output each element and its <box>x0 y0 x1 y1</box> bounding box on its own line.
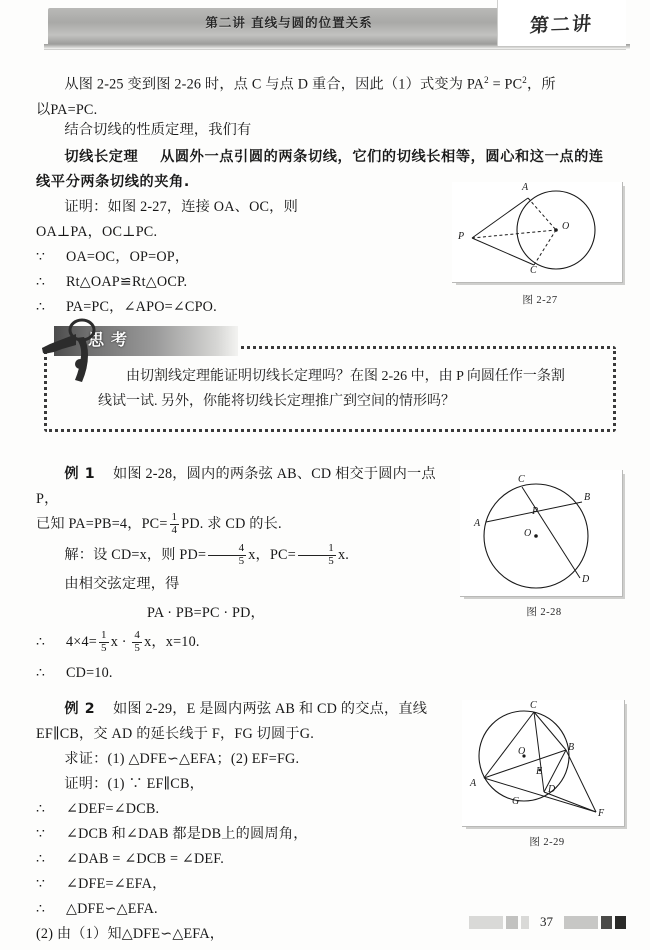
figure-2-27-caption: 图 2-27 <box>522 295 558 306</box>
figure-2-29-label-G: G <box>512 796 520 807</box>
example-1-line-6a: 4×4= <box>66 634 97 650</box>
intro-line-1b: = PC <box>488 76 523 93</box>
proof-mark-because-1: ∵ <box>36 249 46 265</box>
chapter-tab <box>497 0 626 46</box>
example-1-line-3b: x，PC= <box>248 547 296 563</box>
example-1-fraction-3: $\frac{1}{5}$ <box>298 543 336 567</box>
example-1-line-6c: x，x=10. <box>144 634 200 650</box>
example-1-fraction-5: $\frac{4}{5}$ <box>134 629 141 654</box>
figure-2-28-label-P: P <box>532 506 539 517</box>
example-1-label: 例 1 <box>64 466 96 482</box>
think-banner-label: 思考 <box>88 330 135 349</box>
think-line-1: 由切割线定理能证明切线长定理吗？在图 2-26 中，由 P 向圆任作一条割 <box>126 369 565 384</box>
figure-2-28-label-B: B <box>584 492 591 503</box>
proof-line-3: OA=OC，OP=OP， <box>66 249 190 265</box>
proof-mark-therefore-2: ∴ <box>36 299 46 315</box>
figure-2-29-caption: 图 2-29 <box>529 837 565 848</box>
proof-mark-therefore-1: ∴ <box>36 274 46 290</box>
footer-block-6 <box>615 916 626 929</box>
figure-2-29-label-D: D <box>548 784 556 795</box>
figure-2-27 <box>452 182 628 308</box>
example-1-block <box>36 462 436 686</box>
example-2-mark-because-2: ∵ <box>36 876 46 892</box>
example-2-mark-therefore-1: ∴ <box>36 801 46 817</box>
proof-line-1: 证明：如图 2-27，连接 OA、OC，则 <box>64 199 298 215</box>
chapter-tab-label: 第二讲 <box>529 12 595 37</box>
proof-line-4: Rt△OAP≌Rt△OCP. <box>66 274 188 290</box>
figure-2-28-label-C: C <box>518 474 525 485</box>
figure-2-29-drawing <box>462 700 632 830</box>
example-1-line-4: 由相交弦定理，得 <box>64 576 180 592</box>
example-2-line-9: △DFE∽△EFA. <box>66 901 158 917</box>
example-1-line-6b: x · <box>110 634 131 650</box>
example-2-line-2: EF∥CB，交 AD 的延长线于 F，FG 切圆于G. <box>36 726 314 742</box>
footer-block-3 <box>521 916 529 929</box>
example-2-line-5: ∠DEF=∠DCB. <box>66 801 160 817</box>
proof-line-2: OA⊥PA，OC⊥PC. <box>36 224 158 240</box>
example-1-mark-therefore-1: ∴ <box>36 634 46 650</box>
figure-2-28-label-O: O <box>524 528 532 539</box>
footer-block-5 <box>601 916 612 929</box>
example-1-line-3a: 解：设 CD=x，则 PD= <box>64 547 207 563</box>
example-1-line-2b: PD. 求 CD 的长. <box>181 516 282 532</box>
footer-block-4 <box>564 916 598 929</box>
example-2-line-7: ∠DAB = ∠DCB = ∠DEF. <box>66 851 224 867</box>
figure-2-29-label-O: O <box>518 746 526 757</box>
figure-2-27-label-O: O <box>562 221 570 232</box>
intro-line-2: 以PA=PC. <box>36 101 98 118</box>
intro-line-1c: ，所 <box>526 76 556 93</box>
figure-2-27-label-C: C <box>530 265 537 276</box>
think-text <box>98 364 594 414</box>
theorem-statement-line1: 从圆外一点引圆的两条切线，它们的切线长相等，圆心和这一点的连 <box>160 149 604 165</box>
example-2-line-6: ∠DCB 和∠DAB 都是DB上的圆周角， <box>66 826 308 842</box>
page-number: 37 <box>540 914 553 929</box>
figure-2-29-label-A: A <box>470 778 477 789</box>
example-2-mark-therefore-2: ∴ <box>36 851 46 867</box>
example-1-line-7: CD=10. <box>66 665 113 681</box>
example-2-line-1: 如图 2-29，E 是圆内两弦 AB 和 CD 的交点，直线 <box>112 701 428 717</box>
footer-block-2 <box>506 916 518 929</box>
example-2-line-10: (2) 由（1）知△DFE∽△EFA， <box>36 926 225 942</box>
example-2-block <box>36 697 456 947</box>
figure-2-27-label-P: P <box>458 231 465 242</box>
think-callout <box>36 322 620 437</box>
figure-2-29-label-C: C <box>530 700 537 711</box>
footer-decoration-group <box>469 914 626 930</box>
example-2-line-8: ∠DFE=∠EFA， <box>66 876 167 892</box>
intro-line-1: 从图 2-25 变到图 2-26 时，点 C 与点 D 重合，因此（1）式变为 PA <box>64 76 485 93</box>
figure-2-29-label-B: B <box>568 742 575 753</box>
footer-block-1 <box>469 916 503 929</box>
example-1-line-3c: x. <box>338 547 350 563</box>
example-2-mark-therefore-3: ∴ <box>36 901 46 917</box>
page-footer <box>0 914 650 936</box>
example-2-line-4: 证明：(1) ∵ EF∥CB， <box>64 776 205 792</box>
theorem-name: 切线长定理 <box>64 149 139 165</box>
figure-2-28-label-A: A <box>474 518 481 529</box>
proof-block <box>36 195 416 320</box>
example-1-fraction-1: $\frac{1}{4}$ <box>171 511 178 536</box>
figure-2-27-label-A: A <box>522 182 529 193</box>
example-1-line-2a: 已知 PA=PB=4，PC= <box>36 516 168 532</box>
figure-2-28 <box>460 470 628 620</box>
example-2-line-3: 求证：(1) △DFE∽△EFA；(2) EF=FG. <box>64 751 300 767</box>
page-header <box>0 0 650 52</box>
proof-line-5: PA=PC，∠APO=∠CPO. <box>66 299 217 315</box>
figure-2-29 <box>462 700 632 860</box>
paragraph-intro <box>36 68 614 123</box>
intro-sup-2: 2 <box>522 75 527 85</box>
figure-2-27-drawing <box>452 182 628 286</box>
figure-2-28-caption: 图 2-28 <box>526 607 562 618</box>
figure-2-28-label-D: D <box>582 574 590 585</box>
intro-sup-1: 2 <box>484 75 489 85</box>
example-2-label: 例 2 <box>64 701 96 717</box>
paragraph-lead-in: 结合切线的性质定理，我们有 <box>64 122 252 138</box>
example-2-mark-because-1: ∵ <box>36 826 46 842</box>
figure-2-29-label-F: F <box>598 808 605 819</box>
figure-2-29-label-E: E <box>536 766 543 777</box>
page-title: 第二讲 直线与圆的位置关系 <box>205 15 373 30</box>
figure-2-28-drawing <box>460 470 628 600</box>
example-1-fraction-2: $\frac{4}{5}$ <box>208 543 246 567</box>
think-line-2: 线试一试. 另外，你能将切线长定理推广到空间的情形吗？ <box>98 394 455 409</box>
example-1-fraction-4: $\frac{1}{5}$ <box>101 629 107 654</box>
theorem-statement-line2: 线平分两条切线的夹角. <box>36 174 190 190</box>
example-1-mark-therefore-2: ∴ <box>36 665 46 681</box>
example-1-line-1: 如图 2-28，圆内的两条弦 AB、CD 相交于圆内一点 P， <box>36 466 436 507</box>
example-1-equation: PA · PB=PC · PD， <box>147 605 265 621</box>
